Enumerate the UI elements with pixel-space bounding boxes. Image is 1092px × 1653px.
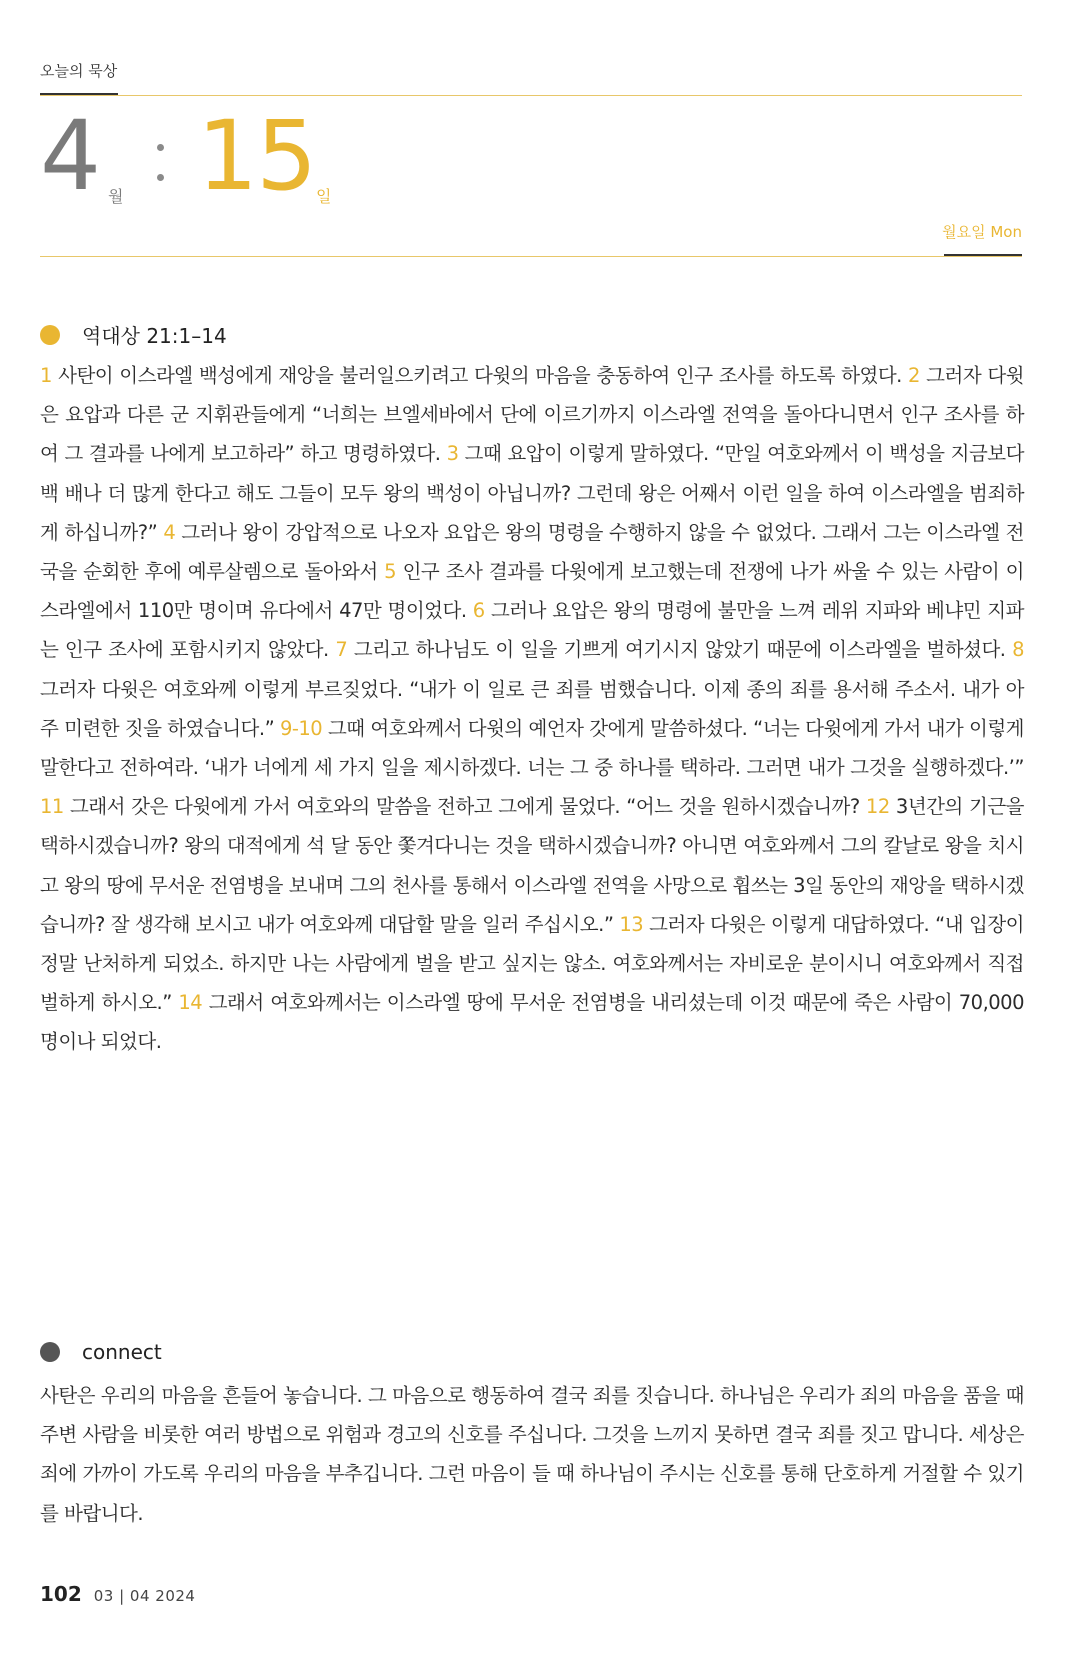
scripture-reference: 역대상 21:1–14 (82, 324, 227, 348)
scripture-heading (40, 320, 227, 349)
verse-number: 1 (40, 364, 52, 387)
scripture-passage (40, 356, 1024, 1062)
verse-text: 그러나 왕이 강압적으로 나오자 요압은 왕의 명령을 수행하지 않을 수 없었다. 그래서 그는 이스라엘 전국을 순회한 후에 예루살렘으로 돌아와서 (40, 520, 1025, 584)
verse-text: 그러나 요압은 왕의 명령에 불만을 느껴 레위 지파와 베냐민 지파는 인구 조사에 포함시키지 않았다. (40, 599, 1024, 662)
verse-text: 그러자 다윗은 이렇게 대답하였다. “내 입장이 정말 난처하게 되었소. 하지만 나는 사람에게 벌을 받고 싶지는 않소. 여호와께서는 자비로운 분이시니 여호와께서 직접 벌하게 하시오.” (40, 912, 1024, 1015)
connect-body: 사탄은 우리의 마음을 흔들어 놓습니다. 그 마음으로 행동하여 결국 죄를 짓습니다. 하나님은 우리가 죄의 마음을 품을 때 주변 사람을 비롯한 여러 방법으로 위험과 경고의 신호를 주십니다. 그것을 느끼지 못하면 결국 죄를 짓고 맙니다. 세상은 죄에 가까이 가도록 우리의 마음을 부추깁니다. 그런 마음이 들 때 하나님이 주시는 신호를 통해 단호하게 거절할 수 있기를 바랍니다. (40, 1384, 1024, 1525)
verse-number: 6 (472, 599, 485, 623)
bullet-dot-icon (40, 1342, 60, 1362)
issue-date: 03 | 04 2024 (93, 1587, 196, 1605)
verse-text: 그러자 다윗은 요압과 다른 군 지휘관들에게 “너희는 브엘세바에서 단에 이르기까지 이스라엘 전역을 돌아다니면서 인구 조사를 하여 그 결과를 나에게 보고하라” 하고 명령하였다. (40, 364, 1025, 466)
verse-number: 2 (908, 364, 920, 387)
verse-number: 11 (40, 795, 64, 819)
verse-number: 9-10 (279, 716, 323, 740)
verse-number: 13 (619, 912, 644, 936)
page-footer (40, 1582, 195, 1606)
bullet-dot-icon (40, 325, 60, 345)
weekday-label: 월요일 Mon (942, 223, 1022, 241)
verse-text: 그리고 하나님도 이 일을 기쁘게 여기시지 않았기 때문에 이스라엘을 벌하셨다. (353, 638, 1006, 662)
verse-text: 사탄이 이스라엘 백성에게 재앙을 불러일으키려고 다윗의 마음을 충동하여 인구 조사를 하도록 하였다. (58, 364, 902, 387)
date-day-unit: 일 (316, 187, 332, 206)
date-month-unit: 월 (108, 187, 124, 206)
verse-text: 그때 여호와께서 다윗의 예언자 갓에게 말씀하셨다. “너는 다윗에게 가서 내가 이렇게 말한다고 전하여라. ‘내가 너에게 세 가지 일을 제시하겠다. 너는 그 중 하나를 택하라. 그러면 내가 그것을 실행하겠다.’” (40, 716, 1024, 780)
connect-heading (40, 1340, 162, 1364)
verse-number: 14 (178, 991, 203, 1015)
verse-text: 3년간의 기근을 택하시겠습니까? 왕의 대적에게 석 달 동안 쫓겨다니는 것을 택하시겠습니까? 아니면 여호와께서 그의 칼날로 왕을 치시고 왕의 땅에 무서운 전염병을 보내며 그의 천사를 통해서 이스라엘 전역을 사망으로 휩쓰는 3일 동안의 재앙을 택하시겠습니까? 잘 생각해 보시고 내가 여호와께 대답할 말을 일러 주십시오.” (40, 795, 1024, 936)
verse-text: 그래서 갓은 다윗에게 가서 여호와의 말씀을 전하고 그에게 물었다. “어느 것을 원하시겠습니까? (70, 795, 860, 819)
verse-text: 그러자 다윗은 여호와께 이렇게 부르짖었다. “내가 이 일로 큰 죄를 범했습니다. 이제 종의 죄를 용서해 주소서. 내가 아주 미련한 짓을 하였습니다.” (40, 677, 1024, 740)
verse-number: 4 (163, 520, 176, 544)
header-divider-bottom (40, 256, 1022, 257)
verse-number: 3 (446, 442, 459, 466)
header-divider-top (40, 95, 1022, 96)
connect-title: connect (82, 1340, 162, 1364)
verse-number: 12 (865, 795, 890, 819)
page-number: 102 (40, 1582, 82, 1606)
date-month: 4 (40, 100, 100, 212)
verse-number: 8 (1012, 638, 1024, 662)
date-separator (157, 144, 163, 184)
verse-number: 7 (335, 638, 348, 662)
verse-text: 인구 조사 결과를 다윗에게 보고했는데 전쟁에 나가 싸울 수 있는 사람이 이스라엘에서 110만 명이며 유다에서 47만 명이었다. (40, 560, 1024, 623)
verse-text: 그래서 여호와께서는 이스라엘 땅에 무서운 전염병을 내리셨는데 이것 때문에 죽은 사람이 70,000명이나 되었다. (40, 991, 1024, 1054)
verse-text: 그때 요압이 이렇게 말하였다. “만일 여호와께서 이 백성을 지금보다 백 배나 더 많게 한다고 해도 그들이 모두 왕의 백성이 아닙니까? 그런데 왕은 어째서 이런 일을 하여 이스라엘을 범죄하게 하십니까?” (40, 442, 1024, 544)
section-label: 오늘의 묵상 (40, 62, 118, 80)
verse-number: 5 (384, 560, 397, 584)
date-day: 15 (197, 100, 316, 212)
